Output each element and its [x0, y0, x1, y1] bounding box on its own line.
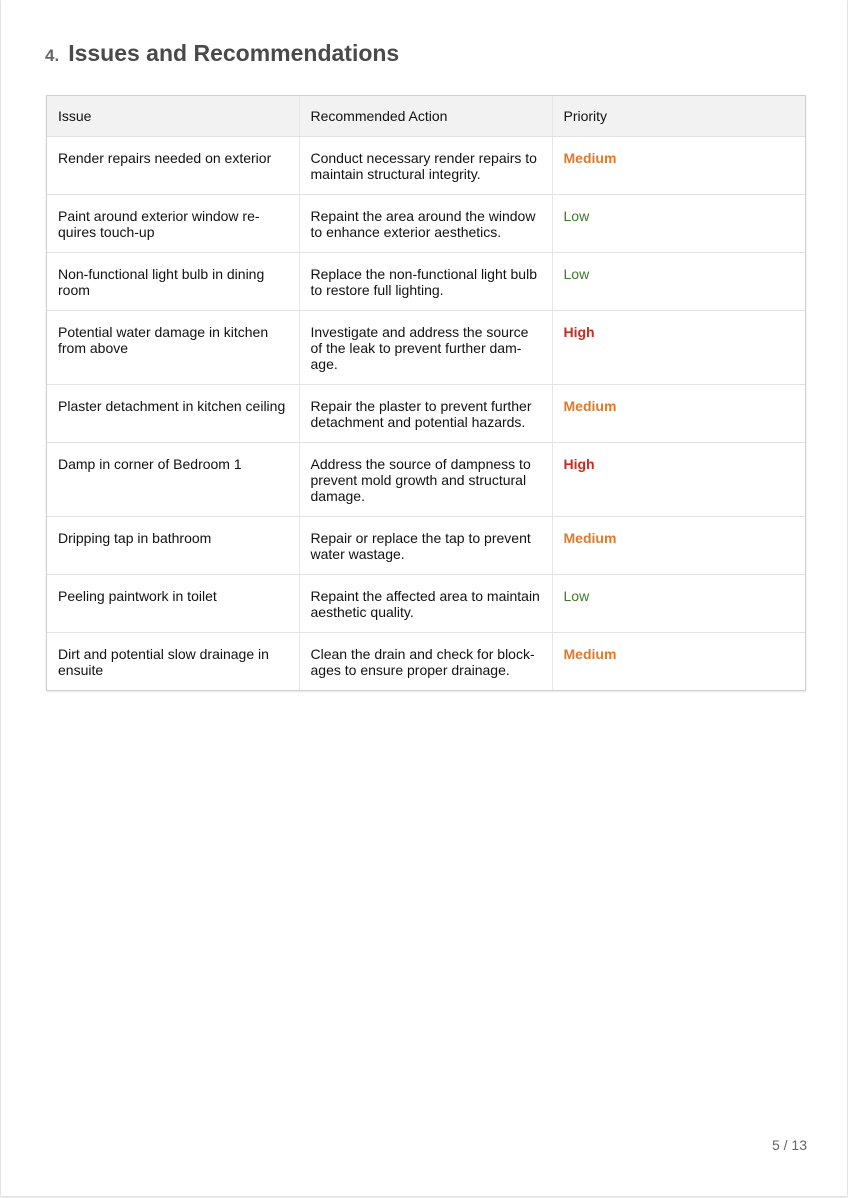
priority-cell: Medium — [552, 137, 805, 195]
action-cell: Repaint the area around the window to enhance exterior aesthetics. — [299, 195, 552, 253]
issue-cell: Dirt and potential slow drainage in ensuite — [47, 633, 299, 691]
action-cell: Repair the plaster to prevent further detachment and potential hazards. — [299, 385, 552, 443]
issues-table-container — [46, 95, 806, 691]
table-row — [47, 137, 805, 195]
issue-cell: Render repairs needed on exterior — [58, 150, 272, 166]
priority-cell: Medium — [552, 517, 805, 575]
table-row — [47, 253, 805, 311]
table-header — [47, 96, 805, 137]
column-header-recommended-action: Recommended Action — [299, 96, 552, 137]
table-row — [47, 517, 805, 575]
page-number: 5 / 13 — [771, 1137, 807, 1153]
priority-cell: Low — [552, 575, 805, 633]
action-cell: Repaint the affected area to maintain aesthetic quality. — [299, 575, 552, 633]
table-row — [47, 195, 805, 253]
column-header-priority: Priority — [552, 96, 805, 137]
action-cell: Address the source of dampness to prevent mold growth and structural damage. — [299, 443, 552, 517]
table-row — [47, 311, 805, 385]
action-cell: Investigate and address the source of the leak to prevent further dam-age. — [299, 311, 552, 385]
issues-table — [47, 96, 805, 690]
section-heading — [45, 40, 399, 67]
section-title: Issues and Recommendations — [68, 40, 400, 66]
action-cell: Repair or replace the tap to prevent water wastage. — [299, 517, 552, 575]
action-cell: Clean the drain and check for block-ages to ensure proper drainage. — [299, 633, 552, 691]
table-row — [47, 443, 805, 517]
issue-cell: Paint around exterior window re-quires touch-up — [47, 195, 299, 253]
priority-cell: Low — [552, 253, 805, 311]
priority-cell: Medium — [552, 633, 805, 691]
table-body — [47, 137, 805, 691]
priority-cell: Low — [552, 195, 805, 253]
document-page — [1, 0, 847, 1196]
issue-cell: Potential water damage in kitchen from above — [47, 311, 299, 385]
issue-cell: Non-functional light bulb in dining room — [47, 253, 299, 311]
issue-cell: Dripping tap in bathroom — [47, 517, 299, 575]
table-header-row — [47, 96, 805, 137]
column-header-issue: Issue — [47, 96, 299, 137]
action-cell: Conduct necessary render repairs to maintain structural integrity. — [299, 137, 552, 195]
priority-cell: High — [552, 311, 805, 385]
table-row — [47, 575, 805, 633]
priority-cell: Medium — [552, 385, 805, 443]
table-row — [47, 385, 805, 443]
table-row — [47, 633, 805, 691]
section-number: 4. — [45, 46, 60, 65]
issue-cell: Damp in corner of Bedroom 1 — [47, 443, 299, 517]
priority-cell: High — [552, 443, 805, 517]
action-cell: Replace the non-functional light bulb to restore full lighting. — [299, 253, 552, 311]
issue-cell: Plaster detachment in kitchen ceiling — [47, 385, 299, 443]
issue-cell: Peeling paintwork in toilet — [47, 575, 299, 633]
